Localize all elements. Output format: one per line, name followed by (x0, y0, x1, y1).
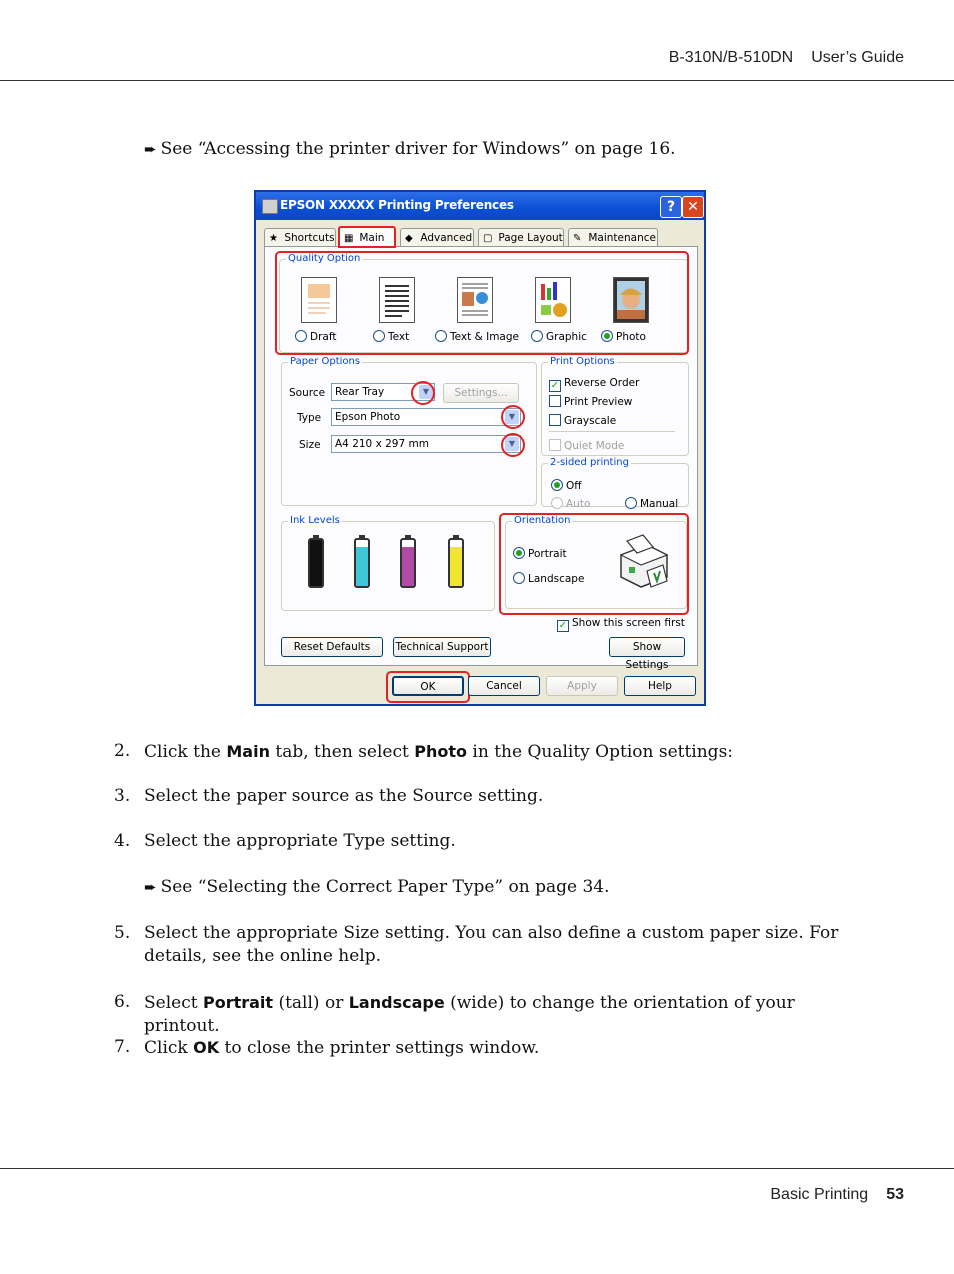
show-settings-button[interactable]: Show Settings (609, 637, 685, 657)
tab-label: Main (359, 232, 385, 244)
two-sided-manual-option[interactable] (625, 497, 678, 510)
arrow-right-icon: ➨ (144, 140, 157, 158)
arrow-right-icon: ➨ (144, 878, 157, 896)
graphic-quality-icon (535, 277, 571, 323)
ink-levels-group (281, 515, 495, 611)
quality-option-photo[interactable] (601, 330, 646, 343)
dialog-titlebar (256, 192, 704, 220)
header-guide: User’s Guide (811, 49, 904, 66)
reset-defaults-button[interactable]: Reset Defaults (281, 637, 383, 657)
source-value: Rear Tray (335, 386, 385, 398)
checkbox-label: Print Preview (564, 396, 633, 408)
step-text: Click the Main tab, then select Photo in the Quality Option settings: (144, 742, 734, 762)
option-label: Text & Image (450, 331, 519, 343)
tab-advanced[interactable] (400, 228, 474, 246)
checkbox-label: Grayscale (564, 415, 617, 427)
quiet-mode-option[interactable] (549, 439, 624, 452)
radio-button-selected[interactable] (601, 330, 613, 342)
step-text: Select the paper source as the Source setting. (144, 786, 544, 806)
cross-reference-link[interactable] (144, 877, 609, 897)
checkbox-label: Quiet Mode (564, 440, 625, 452)
quality-option-text[interactable] (373, 330, 409, 343)
printer-icon: ▦ (344, 233, 354, 244)
ink-fill (402, 547, 414, 586)
radio-button[interactable] (531, 330, 543, 342)
tab-main[interactable] (338, 226, 396, 248)
draft-quality-icon (301, 277, 337, 323)
checkbox-checked[interactable]: ✓ (550, 380, 560, 391)
landscape-option[interactable] (513, 572, 584, 585)
ok-button[interactable]: OK (392, 676, 464, 696)
photo-quality-icon (613, 277, 649, 323)
printer-orientation-icon (607, 533, 671, 593)
footer-text (770, 1186, 904, 1204)
quality-option-graphic[interactable] (531, 330, 587, 343)
photo-page-graphic (614, 278, 648, 322)
paper-options-label: Paper Options (290, 356, 361, 367)
two-sided-printing-label: 2-sided printing (550, 457, 629, 468)
option-label: Graphic (546, 331, 587, 343)
step-number: 6. (114, 992, 131, 1012)
source-label: Source (289, 387, 326, 399)
settings-button[interactable]: Settings... (443, 383, 519, 403)
two-sided-off-option[interactable] (551, 479, 582, 492)
cartridge-cap (359, 535, 365, 539)
step-text: Click OK to close the printer settings window. (144, 1038, 540, 1058)
bold-term: OK (193, 1038, 220, 1057)
highlight-source-dropdown (411, 381, 435, 405)
advanced-icon: ◆ (405, 233, 413, 244)
cartridge-cap (453, 535, 459, 539)
step-number: 3. (114, 786, 131, 806)
radio-button[interactable] (295, 330, 307, 342)
technical-support-button[interactable]: Technical Support (393, 637, 491, 657)
cross-reference-text: See “Accessing the printer driver for Windows” on page 16. (160, 139, 676, 159)
type-label: Type (297, 412, 322, 424)
step-text: Select the appropriate Type setting. (144, 831, 456, 851)
text-image-quality-icon (457, 277, 493, 323)
cross-reference-text: See “Selecting the Correct Paper Type” on page 34. (160, 877, 610, 897)
quality-option-label: Quality Option (288, 253, 361, 264)
size-label: Size (299, 439, 321, 451)
step-number: 5. (114, 923, 131, 943)
tab-label: Shortcuts (284, 232, 335, 244)
text-page-graphic (380, 278, 414, 322)
header-model: B-310N/B-510DN (668, 49, 794, 66)
option-label: Portrait (528, 548, 567, 560)
quality-option-draft[interactable] (295, 330, 336, 343)
cancel-button[interactable]: Cancel (468, 676, 540, 696)
ink-cartridge-black (308, 538, 324, 588)
highlight-ok-button (386, 671, 470, 703)
option-label: Photo (616, 331, 646, 343)
radio-button-disabled[interactable] (551, 497, 563, 509)
tab-label: Maintenance (588, 232, 656, 244)
reverse-order-option[interactable] (549, 377, 639, 392)
chevron-down-icon[interactable]: ▼ (505, 437, 519, 451)
option-label: Auto (566, 498, 591, 510)
step-number: 4. (114, 831, 131, 851)
close-button[interactable]: ✕ (682, 196, 704, 218)
checkbox[interactable] (549, 414, 561, 426)
option-label: Draft (310, 331, 337, 343)
print-preview-option[interactable] (549, 395, 632, 408)
page-header (0, 0, 954, 81)
ink-fill (310, 540, 322, 586)
radio-button[interactable] (373, 330, 385, 342)
cartridge-cap (405, 535, 411, 539)
divider (549, 431, 675, 432)
step-text: Select Portrait (tall) or Landscape (wide) to change the orientation of your printout. (144, 993, 795, 1036)
checkbox[interactable] (549, 395, 561, 407)
page-footer (0, 1168, 954, 1169)
ink-fill (450, 547, 462, 586)
grayscale-option[interactable] (549, 414, 616, 427)
help-dialog-button[interactable]: Help (624, 676, 696, 696)
ink-fill (356, 547, 368, 586)
checkbox-disabled[interactable] (549, 439, 561, 451)
help-button[interactable]: ? (660, 196, 682, 218)
draft-page-graphic (302, 278, 336, 322)
tab-label: Page Layout (498, 232, 563, 244)
printing-preferences-dialog (254, 190, 706, 706)
chevron-down-icon[interactable]: ▼ (419, 385, 433, 399)
size-value: A4 210 x 297 mm (335, 438, 429, 450)
radio-button[interactable] (513, 572, 525, 584)
checkbox-label: Reverse Order (564, 377, 640, 389)
checkbox-label: Show this screen first (572, 617, 685, 629)
header-text (669, 49, 904, 67)
option-label: Text (388, 331, 410, 343)
type-value: Epson Photo (335, 411, 401, 423)
page-number: 53 (886, 1186, 904, 1203)
printer-icon (262, 199, 278, 214)
ink-levels-label: Ink Levels (290, 515, 340, 526)
radio-button-selected[interactable] (513, 547, 525, 559)
highlight-type-dropdown (501, 405, 525, 429)
text-image-page-graphic (458, 278, 492, 322)
radio-button-selected[interactable] (551, 479, 563, 491)
apply-button[interactable]: Apply (546, 676, 618, 696)
bold-term: Main (226, 742, 270, 761)
highlight-size-dropdown (501, 433, 525, 457)
star-icon: ★ (269, 233, 278, 244)
size-select[interactable] (331, 435, 521, 453)
wrench-icon: ✎ (573, 233, 582, 244)
print-options-label: Print Options (550, 356, 615, 367)
tab-label: Advanced (420, 232, 473, 244)
page-icon: ▢ (483, 233, 493, 244)
dialog-title: EPSON XXXXX Printing Preferences (280, 198, 514, 212)
option-label: Off (566, 480, 582, 492)
graphic-page-graphic (536, 278, 570, 322)
tab-shortcuts[interactable] (264, 228, 336, 246)
bold-term: Photo (414, 742, 467, 761)
bold-term: Landscape (348, 993, 445, 1012)
cartridge-cap (313, 535, 319, 539)
printer-graphic (607, 533, 671, 593)
step-number: 7. (114, 1037, 131, 1057)
radio-button[interactable] (625, 497, 637, 509)
chevron-down-icon[interactable]: ▼ (505, 410, 519, 424)
quality-option-text-image[interactable] (435, 330, 519, 343)
tab-maintenance[interactable] (568, 228, 658, 246)
two-sided-auto-option[interactable] (551, 497, 590, 510)
orientation-label: Orientation (514, 515, 571, 526)
type-select[interactable] (331, 408, 521, 426)
show-screen-first-option[interactable] (557, 617, 685, 632)
main-tab-panel (264, 246, 698, 671)
radio-button[interactable] (435, 330, 447, 342)
bold-term: Portrait (202, 993, 274, 1012)
ink-cartridge-cyan (354, 538, 370, 588)
portrait-option[interactable] (513, 547, 567, 560)
footer-section: Basic Printing (770, 1186, 869, 1203)
ink-cartridge-yellow (448, 538, 464, 588)
option-label: Landscape (528, 573, 585, 585)
step-text: Select the appropriate Size setting. You can also define a custom paper size. For details, see the online help. (144, 923, 839, 966)
checkbox-checked[interactable]: ✓ (558, 620, 568, 631)
ink-cartridge-magenta (400, 538, 416, 588)
option-label: Manual (640, 498, 679, 510)
step-number: 2. (114, 741, 131, 761)
cross-reference-link[interactable] (144, 139, 676, 159)
text-quality-icon (379, 277, 415, 323)
tab-page-layout[interactable] (478, 228, 564, 246)
